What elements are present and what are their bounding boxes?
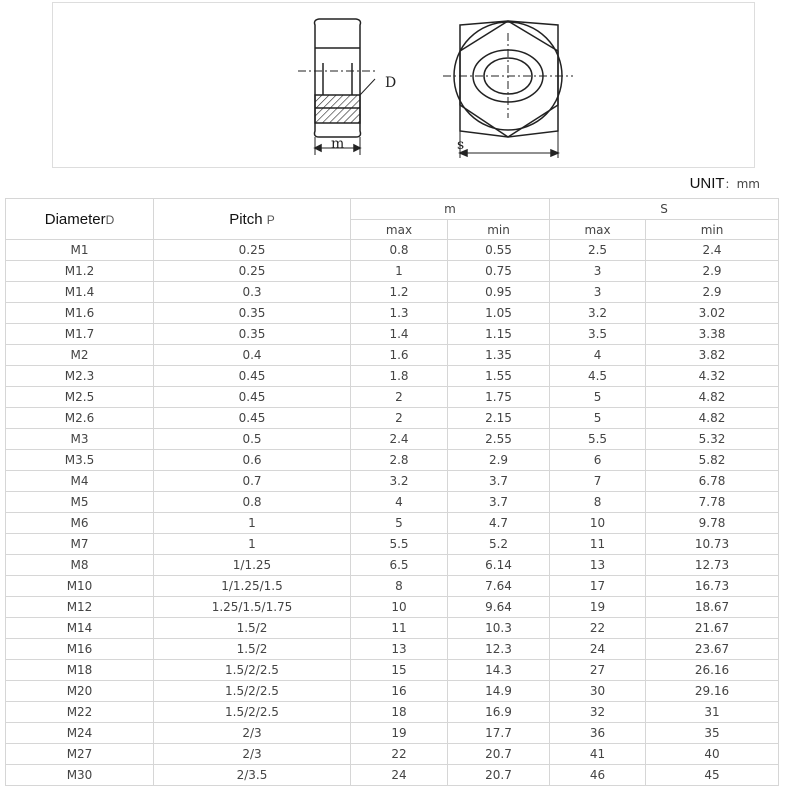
s-max-cell: 7 [550, 471, 646, 492]
s-max-cell: 4 [550, 345, 646, 366]
s-max-cell: 8 [550, 492, 646, 513]
m-min-cell: 2.9 [448, 450, 550, 471]
diameter-cell: M16 [6, 639, 154, 660]
diameter-cell: M24 [6, 723, 154, 744]
diameter-cell: M3 [6, 429, 154, 450]
m-min-cell: 2.15 [448, 408, 550, 429]
s-max-cell: 24 [550, 639, 646, 660]
s-min-cell: 5.32 [646, 429, 779, 450]
pitch-cell: 1.5/2 [154, 618, 351, 639]
s-min-cell: 3.82 [646, 345, 779, 366]
pitch-cell: 1/1.25/1.5 [154, 576, 351, 597]
m-max-cell: 1.6 [351, 345, 448, 366]
table-row [6, 555, 779, 576]
pitch-cell: 1.5/2/2.5 [154, 702, 351, 723]
table-row [6, 618, 779, 639]
s-max-cell: 36 [550, 723, 646, 744]
pitch-cell: 2/3.5 [154, 765, 351, 786]
table-row [6, 261, 779, 282]
s-min-cell: 26.16 [646, 660, 779, 681]
m-max-cell: 16 [351, 681, 448, 702]
diameter-cell: M18 [6, 660, 154, 681]
pitch-cell: 0.3 [154, 282, 351, 303]
pitch-cell: 0.8 [154, 492, 351, 513]
m-max-cell: 1.8 [351, 366, 448, 387]
pitch-cell: 0.45 [154, 408, 351, 429]
table-row [6, 639, 779, 660]
s-max-cell: 10 [550, 513, 646, 534]
s-min-cell: 21.67 [646, 618, 779, 639]
pitch-cell: 1.25/1.5/1.75 [154, 597, 351, 618]
m-max-header: max [351, 220, 448, 240]
s-min-cell: 18.67 [646, 597, 779, 618]
s-max-cell: 6 [550, 450, 646, 471]
s-max-cell: 2.5 [550, 240, 646, 261]
s-max-cell: 3 [550, 282, 646, 303]
m-max-cell: 15 [351, 660, 448, 681]
diameter-cell: M27 [6, 744, 154, 765]
unit-label: UNIT [689, 175, 725, 192]
diameter-cell: M1.6 [6, 303, 154, 324]
m-max-cell: 18 [351, 702, 448, 723]
m-min-cell: 20.7 [448, 765, 550, 786]
s-max-header: max [550, 220, 646, 240]
table-row [6, 429, 779, 450]
m-min-cell: 7.64 [448, 576, 550, 597]
m-max-cell: 10 [351, 597, 448, 618]
table-row [6, 408, 779, 429]
m-min-cell: 0.55 [448, 240, 550, 261]
s-max-cell: 27 [550, 660, 646, 681]
pitch-cell: 0.35 [154, 303, 351, 324]
pitch-cell: 1.5/2/2.5 [154, 660, 351, 681]
pitch-cell: 0.7 [154, 471, 351, 492]
label-s: s [457, 137, 465, 153]
s-min-cell: 35 [646, 723, 779, 744]
m-max-cell: 0.8 [351, 240, 448, 261]
m-max-cell: 4 [351, 492, 448, 513]
s-max-cell: 13 [550, 555, 646, 576]
s-max-cell: 11 [550, 534, 646, 555]
diameter-cell: M2.6 [6, 408, 154, 429]
m-min-cell: 12.3 [448, 639, 550, 660]
diameter-cell: M6 [6, 513, 154, 534]
diameter-cell: M30 [6, 765, 154, 786]
unit-value: mm [736, 177, 760, 191]
diameter-cell: M8 [6, 555, 154, 576]
diameter-cell: M3.5 [6, 450, 154, 471]
diameter-cell: M20 [6, 681, 154, 702]
m-max-cell: 6.5 [351, 555, 448, 576]
s-min-cell: 31 [646, 702, 779, 723]
m-group-header: m [351, 199, 550, 220]
m-min-cell: 14.9 [448, 681, 550, 702]
diameter-cell: M4 [6, 471, 154, 492]
pitch-cell: 1/1.25 [154, 555, 351, 576]
s-min-cell: 4.82 [646, 387, 779, 408]
m-min-cell: 1.75 [448, 387, 550, 408]
pitch-cell: 1 [154, 513, 351, 534]
s-min-cell: 45 [646, 765, 779, 786]
m-max-cell: 22 [351, 744, 448, 765]
s-min-cell: 4.32 [646, 366, 779, 387]
spec-body [6, 240, 779, 786]
m-max-cell: 5.5 [351, 534, 448, 555]
s-min-cell: 2.4 [646, 240, 779, 261]
m-min-cell: 16.9 [448, 702, 550, 723]
m-max-cell: 5 [351, 513, 448, 534]
m-max-cell: 19 [351, 723, 448, 744]
s-min-cell: 29.16 [646, 681, 779, 702]
s-max-cell: 41 [550, 744, 646, 765]
s-min-cell: 16.73 [646, 576, 779, 597]
nut-side-view [298, 19, 378, 155]
s-max-cell: 17 [550, 576, 646, 597]
m-max-cell: 1 [351, 261, 448, 282]
table-row [6, 471, 779, 492]
m-min-cell: 20.7 [448, 744, 550, 765]
pitch-cell: 0.45 [154, 387, 351, 408]
pitch-cell: 0.4 [154, 345, 351, 366]
m-min-cell: 1.35 [448, 345, 550, 366]
s-min-cell: 7.78 [646, 492, 779, 513]
s-max-cell: 30 [550, 681, 646, 702]
s-min-cell: 9.78 [646, 513, 779, 534]
m-max-cell: 13 [351, 639, 448, 660]
label-D: D [385, 75, 397, 91]
s-max-cell: 3.5 [550, 324, 646, 345]
hex-nut-drawing [52, 2, 755, 168]
s-max-cell: 4.5 [550, 366, 646, 387]
pitch-cell: 0.45 [154, 366, 351, 387]
pitch-cell: 1.5/2 [154, 639, 351, 660]
diameter-cell: M12 [6, 597, 154, 618]
s-min-header: min [646, 220, 779, 240]
m-min-cell: 5.2 [448, 534, 550, 555]
table-row [6, 492, 779, 513]
s-min-cell: 40 [646, 744, 779, 765]
table-row [6, 744, 779, 765]
table-row [6, 702, 779, 723]
pitch-cell: 2/3 [154, 723, 351, 744]
m-max-cell: 3.2 [351, 471, 448, 492]
m-min-header: min [448, 220, 550, 240]
unit-separator: ： [724, 177, 737, 191]
s-max-cell: 5 [550, 408, 646, 429]
m-min-cell: 1.05 [448, 303, 550, 324]
pitch-cell: 1.5/2/2.5 [154, 681, 351, 702]
pitch-cell: 0.25 [154, 240, 351, 261]
m-min-cell: 6.14 [448, 555, 550, 576]
diameter-cell: M1.4 [6, 282, 154, 303]
table-row [6, 450, 779, 471]
technical-drawing [53, 3, 756, 169]
diameter-cell: M22 [6, 702, 154, 723]
table-row [6, 576, 779, 597]
label-m: m [331, 136, 345, 152]
m-max-cell: 2.4 [351, 429, 448, 450]
diameter-cell: M14 [6, 618, 154, 639]
diameter-cell: M7 [6, 534, 154, 555]
header-row [6, 199, 779, 220]
table-row [6, 387, 779, 408]
diameter-cell: M2 [6, 345, 154, 366]
m-max-cell: 11 [351, 618, 448, 639]
diameter-cell: M1.7 [6, 324, 154, 345]
table-row [6, 597, 779, 618]
s-max-cell: 19 [550, 597, 646, 618]
s-min-cell: 23.67 [646, 639, 779, 660]
s-min-cell: 5.82 [646, 450, 779, 471]
table-row [6, 345, 779, 366]
s-max-cell: 5.5 [550, 429, 646, 450]
s-min-cell: 12.73 [646, 555, 779, 576]
diameter-cell: M1.2 [6, 261, 154, 282]
table-row [6, 723, 779, 744]
diameter-cell: M10 [6, 576, 154, 597]
diameter-cell: M5 [6, 492, 154, 513]
m-max-cell: 1.4 [351, 324, 448, 345]
diameter-cell: M2.5 [6, 387, 154, 408]
m-min-cell: 0.95 [448, 282, 550, 303]
s-max-cell: 22 [550, 618, 646, 639]
table-row [6, 513, 779, 534]
m-min-cell: 3.7 [448, 471, 550, 492]
table-row [6, 660, 779, 681]
s-min-cell: 4.82 [646, 408, 779, 429]
pitch-cell: 2/3 [154, 744, 351, 765]
nut-spec-table [5, 198, 779, 786]
s-max-cell: 3 [550, 261, 646, 282]
pitch-cell: 1 [154, 534, 351, 555]
table-row [6, 303, 779, 324]
table-row [6, 366, 779, 387]
s-max-cell: 32 [550, 702, 646, 723]
diameter-header: DiameterD [6, 199, 154, 240]
m-min-cell: 17.7 [448, 723, 550, 744]
m-min-cell: 1.55 [448, 366, 550, 387]
m-max-cell: 1.3 [351, 303, 448, 324]
s-min-cell: 2.9 [646, 261, 779, 282]
pitch-cell: 0.35 [154, 324, 351, 345]
s-group-header: S [550, 199, 779, 220]
s-max-cell: 3.2 [550, 303, 646, 324]
m-max-cell: 2 [351, 408, 448, 429]
table-row [6, 765, 779, 786]
m-min-cell: 2.55 [448, 429, 550, 450]
s-max-cell: 46 [550, 765, 646, 786]
s-min-cell: 2.9 [646, 282, 779, 303]
m-min-cell: 10.3 [448, 618, 550, 639]
pitch-cell: 0.5 [154, 429, 351, 450]
pitch-cell: 0.25 [154, 261, 351, 282]
m-min-cell: 3.7 [448, 492, 550, 513]
s-min-cell: 3.38 [646, 324, 779, 345]
m-max-cell: 2.8 [351, 450, 448, 471]
unit-note [690, 174, 760, 192]
pitch-cell: 0.6 [154, 450, 351, 471]
s-min-cell: 10.73 [646, 534, 779, 555]
m-min-cell: 4.7 [448, 513, 550, 534]
table-row [6, 534, 779, 555]
s-max-cell: 5 [550, 387, 646, 408]
s-min-cell: 6.78 [646, 471, 779, 492]
m-min-cell: 1.15 [448, 324, 550, 345]
table-row [6, 324, 779, 345]
diameter-cell: M2.3 [6, 366, 154, 387]
table-row [6, 240, 779, 261]
m-min-cell: 14.3 [448, 660, 550, 681]
diameter-cell: M1 [6, 240, 154, 261]
m-max-cell: 2 [351, 387, 448, 408]
s-min-cell: 3.02 [646, 303, 779, 324]
m-min-cell: 9.64 [448, 597, 550, 618]
m-max-cell: 1.2 [351, 282, 448, 303]
table-row [6, 681, 779, 702]
table-row [6, 282, 779, 303]
pitch-header: Pitch P [154, 199, 351, 240]
m-min-cell: 0.75 [448, 261, 550, 282]
m-max-cell: 24 [351, 765, 448, 786]
m-max-cell: 8 [351, 576, 448, 597]
